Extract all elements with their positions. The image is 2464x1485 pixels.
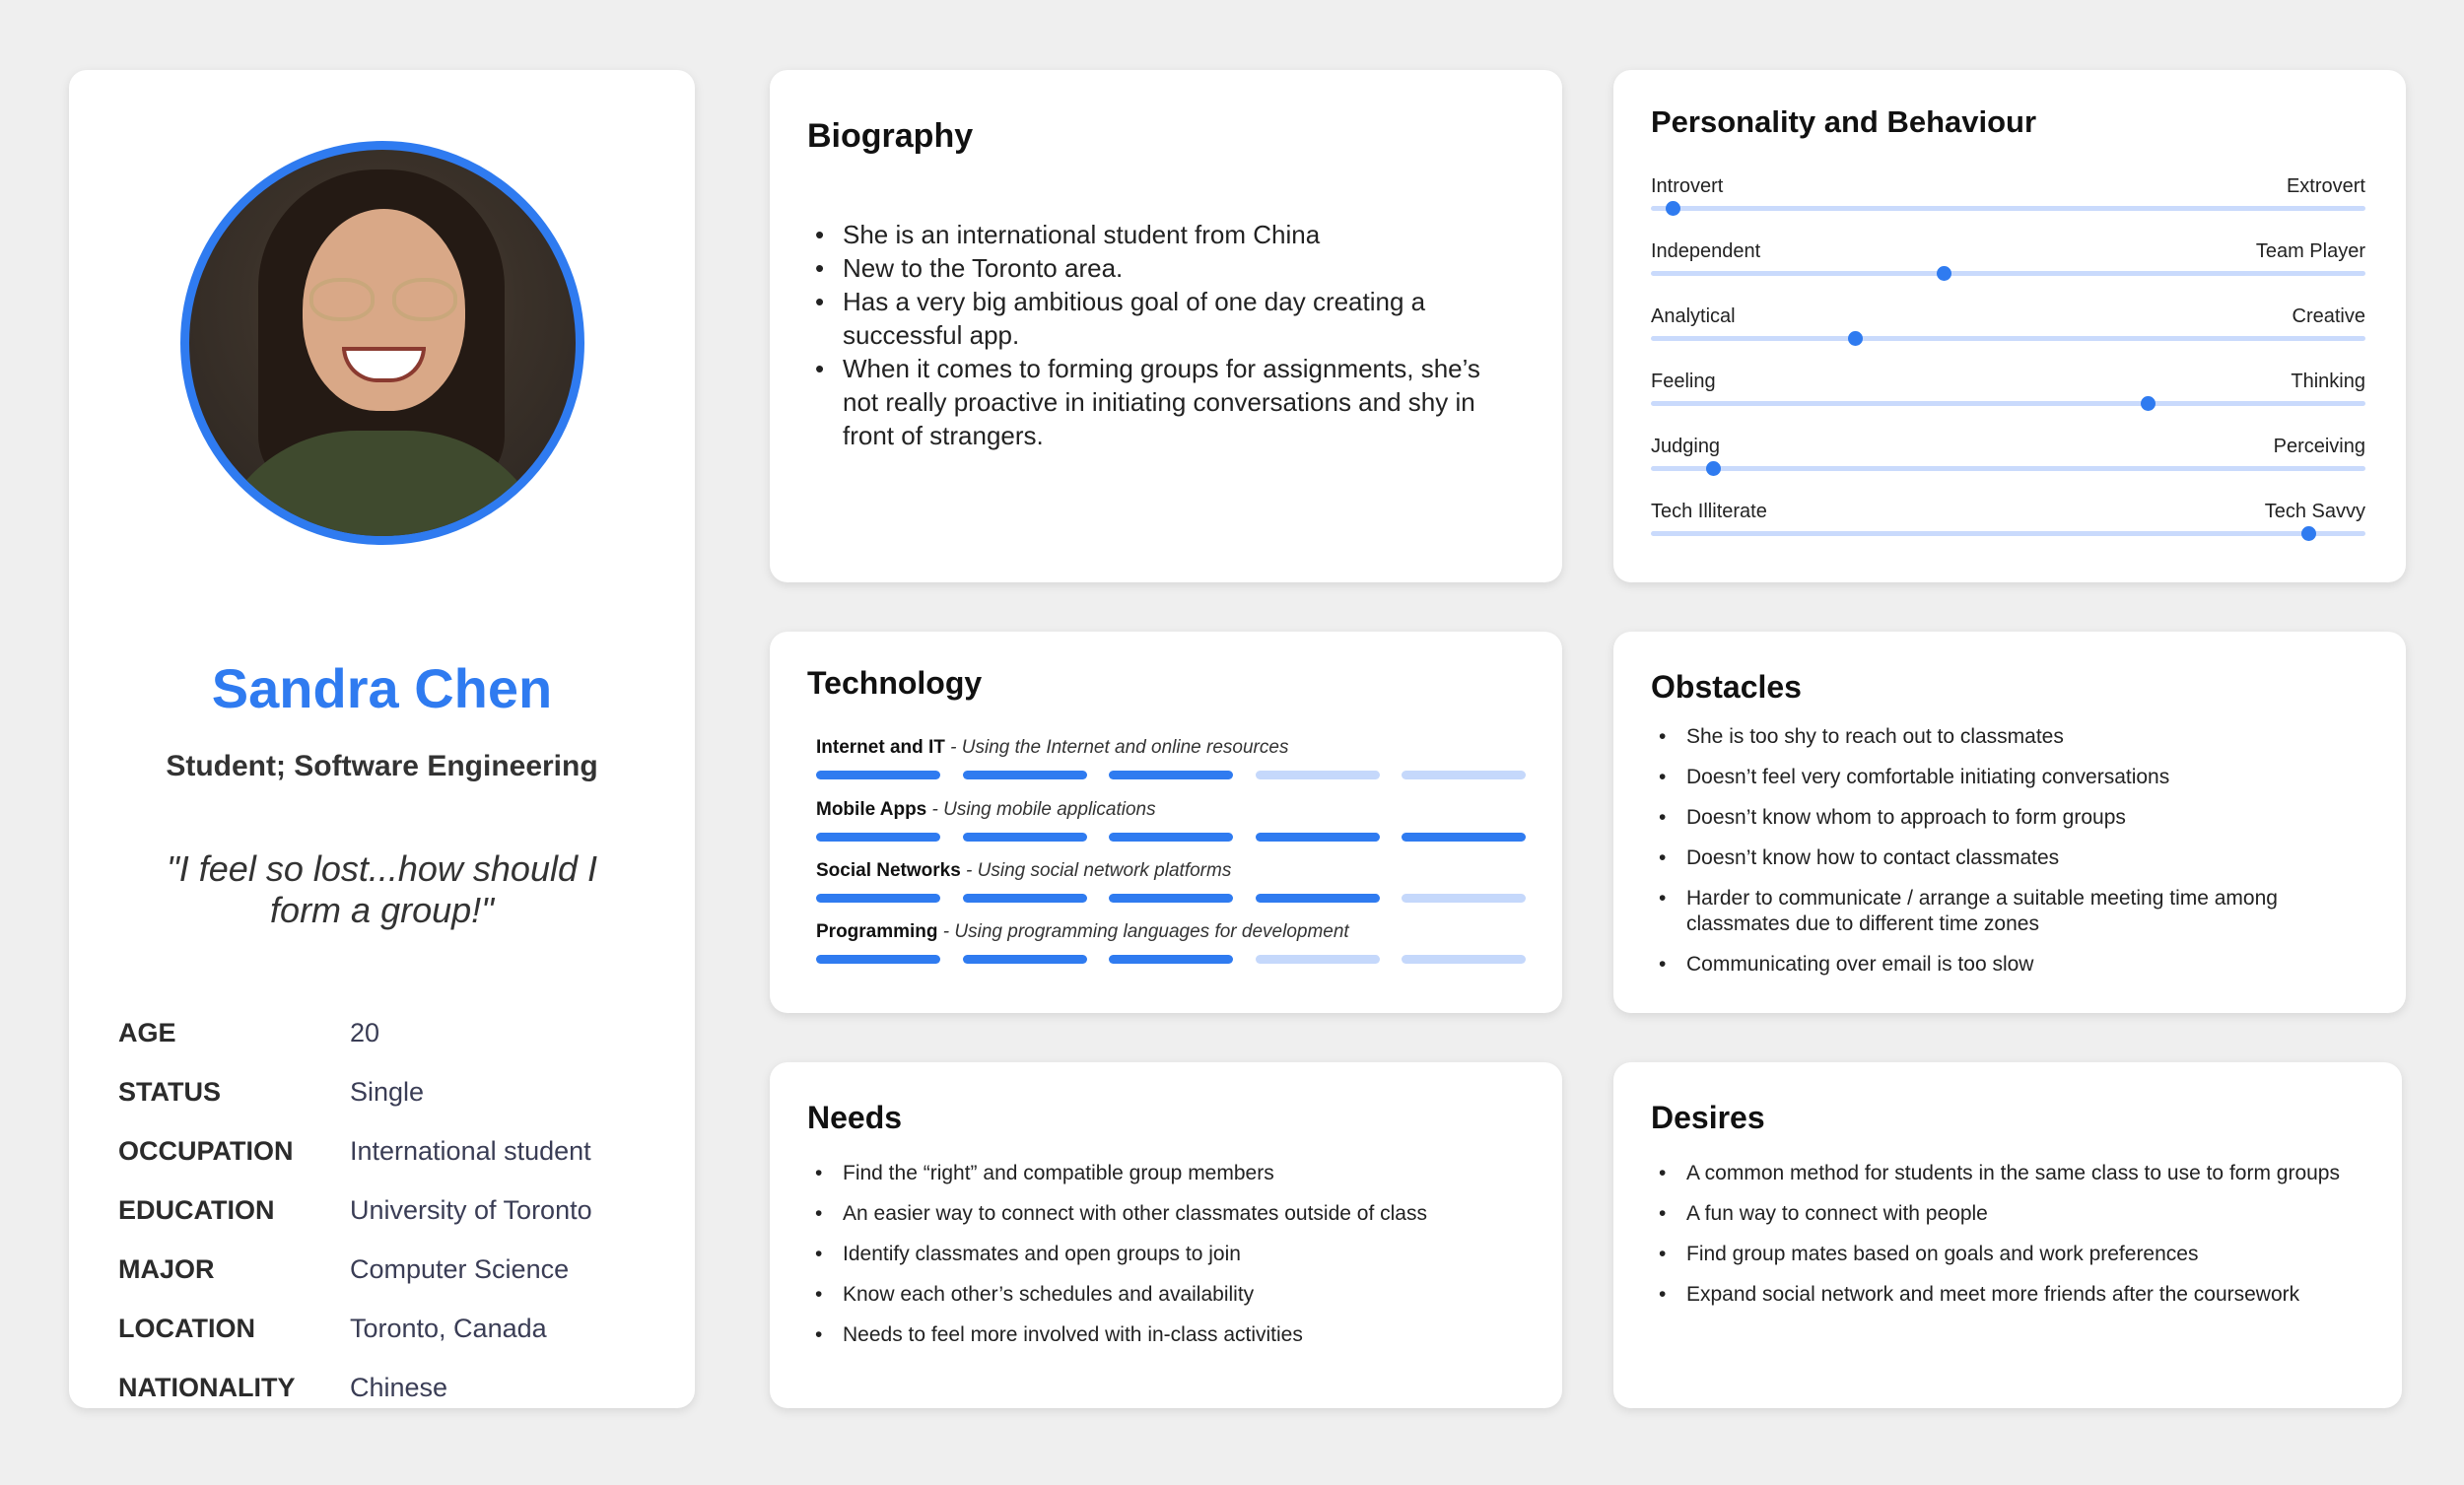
- slider-right-label: Tech Savvy: [2264, 501, 2365, 522]
- fact-row-age: [118, 1018, 670, 1077]
- fact-row-occupation: [118, 1136, 670, 1195]
- fact-label: LOCATION: [118, 1314, 255, 1343]
- list-item: • Know each other’s schedules and availability: [813, 1282, 1523, 1308]
- fact-value: Toronto, Canada: [350, 1314, 547, 1343]
- list-item: • A fun way to connect with people: [1657, 1201, 2366, 1227]
- list-item: • Identify classmates and open groups to join: [813, 1242, 1523, 1267]
- tech-desc: - Using the Internet and online resources: [944, 737, 1289, 758]
- rating-segment-filled: [816, 955, 940, 964]
- slider-knob[interactable]: [1706, 461, 1721, 476]
- list-item: • Expand social network and meet more friends after the coursework: [1657, 1282, 2366, 1308]
- fact-label: OCCUPATION: [118, 1136, 294, 1166]
- slider-right-label: Perceiving: [2273, 436, 2365, 457]
- list-item: • Has a very big ambitious goal of one day creating a successful app.: [813, 285, 1523, 352]
- rating-segment-filled: [1402, 833, 1526, 842]
- slider-track: [1651, 531, 2365, 536]
- slider-left-label: Independent: [1651, 240, 1761, 262]
- persona-quote: "I feel so lost...how should I form a group!": [166, 848, 597, 930]
- slider-knob[interactable]: [1937, 266, 1951, 281]
- obstacles-title: Obstacles: [1651, 669, 1802, 705]
- rating-segment-filled: [963, 955, 1087, 964]
- list-item: • New to the Toronto area.: [813, 251, 1523, 285]
- fact-label: AGE: [118, 1018, 176, 1047]
- list-item: • When it comes to forming groups for assignments, she’s not really proactive in initiating conversations and shy in front of strangers.: [813, 352, 1523, 452]
- needs-list: [813, 1161, 1523, 1363]
- tech-row-programming: [816, 921, 1526, 943]
- tech-row-mobile: [816, 799, 1526, 821]
- fact-row-location: [118, 1314, 670, 1373]
- tech-row-internet: [816, 737, 1526, 759]
- tech-desc: - Using social network platforms: [960, 860, 1232, 881]
- tech-name: Mobile Apps: [816, 799, 927, 820]
- list-item: • A common method for students in the same class to use to form groups: [1657, 1161, 2366, 1186]
- persona-facts: [118, 1018, 670, 1432]
- rating-segment-empty: [1256, 955, 1380, 964]
- slider-knob[interactable]: [2301, 526, 2316, 541]
- rating-segment-filled: [1109, 771, 1233, 779]
- tech-row-social: [816, 860, 1526, 882]
- profile-card: [69, 70, 695, 1408]
- slider-feeling-thinking[interactable]: [1651, 371, 2365, 410]
- slider-left-label: Feeling: [1651, 371, 1716, 392]
- slider-introvert-extrovert[interactable]: [1651, 175, 2365, 215]
- fact-label: MAJOR: [118, 1254, 215, 1284]
- fact-value: Computer Science: [350, 1254, 570, 1284]
- slider-track: [1651, 466, 2365, 471]
- rating-segment-filled: [963, 833, 1087, 842]
- fact-label: EDUCATION: [118, 1195, 275, 1225]
- list-item: • She is too shy to reach out to classmates: [1657, 724, 2366, 750]
- slider-knob[interactable]: [1848, 331, 1863, 346]
- tech-name: Internet and IT: [816, 737, 945, 758]
- rating-segment-filled: [816, 833, 940, 842]
- slider-independent-teamplayer[interactable]: [1651, 240, 2365, 280]
- rating-segment-empty: [1256, 771, 1380, 779]
- tech-desc: - Using mobile applications: [926, 799, 1156, 820]
- technology-card: [770, 632, 1562, 1013]
- slider-track: [1651, 336, 2365, 341]
- fact-row-nationality: [118, 1373, 670, 1432]
- tech-rating-bar: [816, 955, 1526, 964]
- rating-segment-filled: [1256, 894, 1380, 903]
- rating-segment-filled: [1109, 833, 1233, 842]
- persona-name: Sandra Chen: [211, 657, 553, 719]
- slider-analytical-creative[interactable]: [1651, 305, 2365, 345]
- fact-value: University of Toronto: [350, 1195, 592, 1225]
- list-item: • Communicating over email is too slow: [1657, 952, 2366, 978]
- technology-title: Technology: [807, 665, 983, 701]
- slider-left-label: Introvert: [1651, 175, 1724, 197]
- biography-title: Biography: [807, 117, 974, 155]
- slider-techilliterate-techsavvy[interactable]: [1651, 501, 2365, 540]
- list-item: • Doesn’t feel very comfortable initiating conversations: [1657, 765, 2366, 790]
- list-item: • Doesn’t know whom to approach to form groups: [1657, 805, 2366, 831]
- tech-name: Social Networks: [816, 860, 961, 881]
- slider-track: [1651, 401, 2365, 406]
- biography-card: [770, 70, 1562, 582]
- tech-name: Programming: [816, 921, 938, 942]
- obstacles-card: [1613, 632, 2406, 1013]
- slider-track: [1651, 206, 2365, 211]
- list-item: • Find group mates based on goals and work preferences: [1657, 1242, 2366, 1267]
- slider-right-label: Extrovert: [2286, 175, 2365, 197]
- list-item: • Find the “right” and compatible group members: [813, 1161, 1523, 1186]
- biography-list: [813, 218, 1523, 452]
- rating-segment-filled: [816, 771, 940, 779]
- personality-card: [1613, 70, 2406, 582]
- rating-segment-filled: [1109, 955, 1233, 964]
- fact-value: International student: [350, 1136, 591, 1166]
- needs-card: [770, 1062, 1562, 1408]
- desires-title: Desires: [1651, 1100, 1765, 1135]
- list-item: • An easier way to connect with other classmates outside of class: [813, 1201, 1523, 1227]
- avatar: [180, 141, 584, 545]
- tech-desc: - Using programming languages for development: [937, 921, 1349, 942]
- fact-label: STATUS: [118, 1077, 221, 1107]
- rating-segment-filled: [1109, 894, 1233, 903]
- list-item: • Needs to feel more involved with in-class activities: [813, 1322, 1523, 1348]
- fact-value: Single: [350, 1077, 425, 1107]
- fact-row-major: [118, 1254, 670, 1314]
- rating-segment-empty: [1402, 771, 1526, 779]
- slider-left-label: Tech Illiterate: [1651, 501, 1767, 522]
- slider-knob[interactable]: [1666, 201, 1680, 216]
- slider-right-label: Creative: [2292, 305, 2365, 327]
- slider-knob[interactable]: [2141, 396, 2156, 411]
- rating-segment-filled: [1256, 833, 1380, 842]
- rating-segment-empty: [1402, 894, 1526, 903]
- tech-rating-bar: [816, 771, 1526, 779]
- list-item: • Doesn’t know how to contact classmates: [1657, 845, 2366, 871]
- fact-value: 20: [350, 1018, 380, 1047]
- desires-list: [1657, 1161, 2366, 1322]
- slider-left-label: Judging: [1651, 436, 1721, 457]
- rating-segment-filled: [963, 771, 1087, 779]
- slider-left-label: Analytical: [1651, 305, 1736, 327]
- slider-judging-perceiving[interactable]: [1651, 436, 2365, 475]
- slider-track: [1651, 271, 2365, 276]
- fact-value: Chinese: [350, 1373, 448, 1402]
- list-item: • Harder to communicate / arrange a suitable meeting time among classmates due to different time zones: [1657, 886, 2366, 937]
- slider-right-label: Team Player: [2255, 240, 2365, 262]
- tech-rating-bar: [816, 894, 1526, 903]
- rating-segment-filled: [963, 894, 1087, 903]
- fact-row-education: [118, 1195, 670, 1254]
- fact-row-status: [118, 1077, 670, 1136]
- rating-segment-filled: [816, 894, 940, 903]
- needs-title: Needs: [807, 1100, 903, 1135]
- personality-title: Personality and Behaviour: [1651, 104, 2037, 139]
- obstacles-list: [1657, 724, 2366, 992]
- rating-segment-empty: [1402, 955, 1526, 964]
- persona-role: Student; Software Engineering: [166, 750, 598, 782]
- fact-label: NATIONALITY: [118, 1373, 296, 1402]
- desires-card: [1613, 1062, 2402, 1408]
- list-item: • She is an international student from China: [813, 218, 1523, 251]
- tech-rating-bar: [816, 833, 1526, 842]
- slider-right-label: Thinking: [2291, 371, 2365, 392]
